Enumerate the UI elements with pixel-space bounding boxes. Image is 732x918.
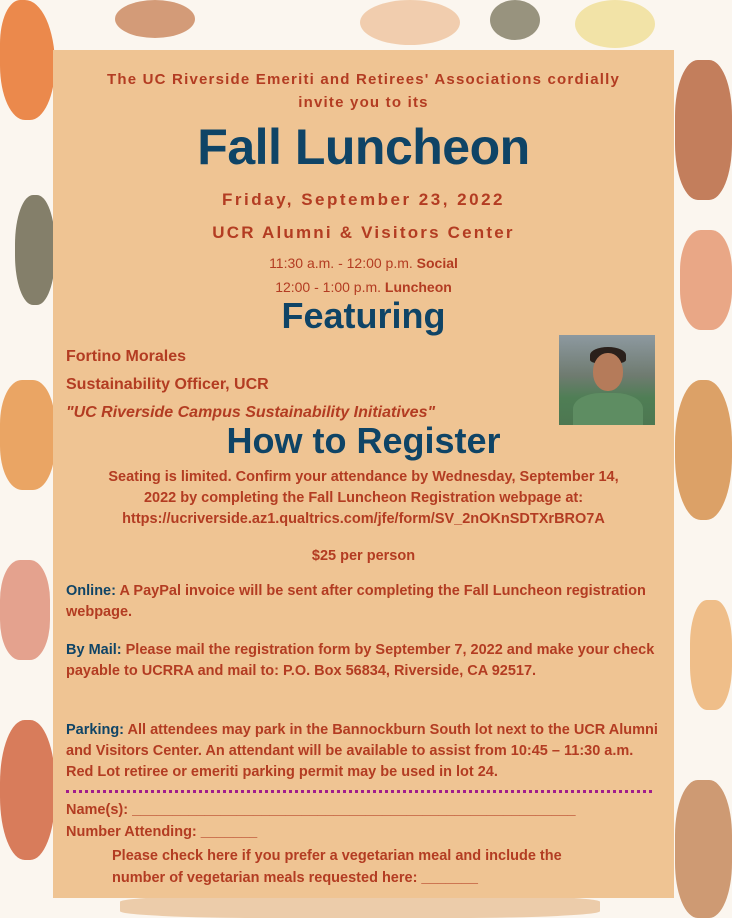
featuring-heading: Featuring [281, 295, 446, 336]
vegetarian-line-1: Please check here if you prefer a vegetarian meal and include the [112, 848, 562, 864]
registration-link[interactable]: https://ucriverside.az1.qualtrics.com/jfe/form/SV_2nOKnSDTXrBRO7A [122, 511, 605, 527]
event-title: Fall Luncheon [197, 119, 530, 175]
schedule-social [53, 255, 674, 271]
register-intro-line: 2022 by completing the Fall Luncheon Registration webpage at: [143, 490, 584, 506]
leaf-decoration [0, 380, 55, 490]
parking-section [66, 720, 661, 783]
online-text: A PayPal invoice will be sent after completing the Fall Luncheon registration webpage. [66, 583, 646, 620]
vegetarian-field[interactable]: number of vegetarian meals requested here: _______ [112, 870, 478, 886]
invite-line-2: invite you to its [298, 94, 429, 111]
leaf-decoration [120, 895, 600, 918]
schedule-time: 11:30 a.m. - 12:00 p.m. [269, 255, 413, 271]
mail-section [66, 640, 661, 682]
schedule-label: Luncheon [384, 279, 452, 295]
leaf-decoration [360, 0, 460, 45]
leaf-decoration [675, 780, 732, 918]
schedule-time: 12:00 - 1:00 p.m. [275, 279, 382, 295]
register-heading: How to Register [226, 420, 501, 461]
leaf-decoration [490, 0, 540, 40]
parking-label: Parking: [66, 722, 125, 738]
event-date: Friday, September 23, 2022 [222, 190, 505, 209]
leaf-decoration [0, 0, 55, 120]
speaker-talk-title: "UC Riverside Campus Sustainability Initiatives" [66, 404, 436, 421]
names-field[interactable]: Name(s): _______________________________________________________ [66, 802, 576, 818]
leaf-decoration [0, 560, 50, 660]
invite-line-1: The UC Riverside Emeriti and Retirees' Associations cordially [106, 71, 621, 88]
event-venue: UCR Alumni & Visitors Center [212, 223, 515, 242]
dotted-divider [66, 790, 652, 793]
mail-label: By Mail: [66, 642, 122, 658]
acorn-decoration [15, 195, 55, 305]
online-section [66, 581, 661, 623]
online-label: Online: [66, 583, 116, 599]
speaker-photo [559, 335, 655, 425]
photo-face [593, 353, 623, 391]
pumpkin-decoration [0, 720, 55, 860]
schedule-label: Social [416, 255, 458, 271]
invite-text [53, 68, 674, 114]
speaker-role: Sustainability Officer, UCR [66, 376, 269, 393]
register-intro [66, 467, 661, 530]
leaf-decoration [675, 60, 732, 200]
price: $25 per person [311, 548, 416, 564]
register-intro-line: Seating is limited. Confirm your attendance by Wednesday, September 14, [108, 469, 619, 485]
attending-field[interactable]: Number Attending: _______ [66, 824, 258, 840]
speaker-name: Fortino Morales [66, 348, 187, 365]
leaf-decoration [675, 380, 732, 520]
leaf-decoration [575, 0, 655, 48]
leaf-decoration [690, 600, 732, 710]
mail-text: Please mail the registration form by September 7, 2022 and make your check payable to UCRRA and mail to: P.O. Box 56834, Riverside, CA 92517. [66, 642, 655, 679]
leaf-decoration [115, 0, 195, 38]
leaf-decoration [680, 230, 732, 330]
parking-text: All attendees may park in the Bannockburn South lot next to the UCR Alumni and Visitors Center. An attendant will be available to assist from 10:45 – 11:30 a.m. Red Lot retiree or emeriti parking permit may be used in lot 24. [66, 722, 658, 780]
invitation-panel [53, 50, 674, 898]
schedule-luncheon [53, 279, 674, 295]
